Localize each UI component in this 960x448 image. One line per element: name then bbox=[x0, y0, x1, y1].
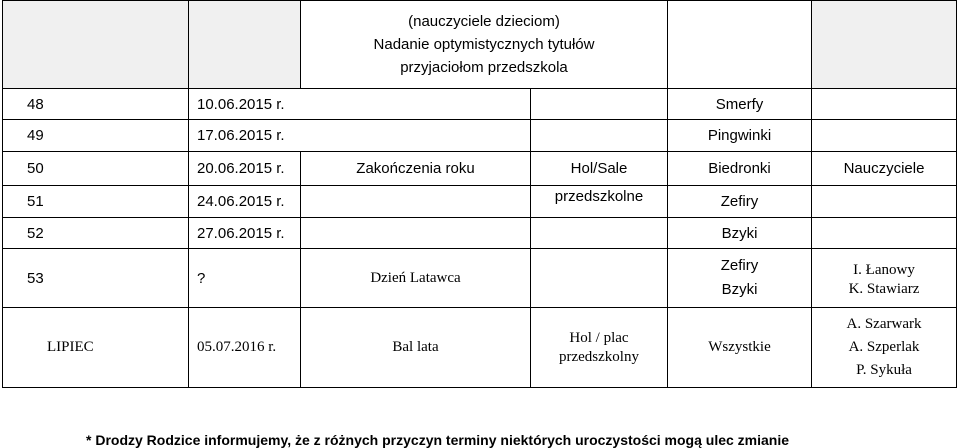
table-row bbox=[3, 89, 957, 120]
schedule-table bbox=[2, 0, 957, 388]
row-groups bbox=[668, 249, 812, 308]
row-group: Pingwinki bbox=[668, 120, 812, 152]
cell-empty bbox=[812, 89, 957, 120]
table-row bbox=[3, 186, 957, 218]
lead-name: K. Stawiarz bbox=[848, 281, 920, 297]
group-name: Bzyki bbox=[721, 281, 758, 298]
lead-name: A. Szarwark bbox=[846, 316, 922, 332]
row-date: 10.06.2015 r. bbox=[189, 89, 531, 120]
row-place: Hol/Sale bbox=[531, 152, 668, 186]
row-group: Biedronki bbox=[668, 152, 812, 186]
row-date: ? bbox=[189, 249, 301, 308]
row-lead: Nauczyciele bbox=[812, 152, 957, 186]
event-line: Nadanie optymistycznych tytułów bbox=[373, 36, 595, 53]
table-row bbox=[3, 1, 957, 89]
row-group: Zefiry bbox=[668, 186, 812, 218]
table-row bbox=[3, 249, 957, 308]
table-row bbox=[3, 152, 957, 186]
event-line: przyjaciołom przedszkola bbox=[400, 59, 568, 76]
row-month: LIPIEC bbox=[3, 308, 189, 388]
cell-empty bbox=[812, 120, 957, 152]
place-line: przedszkolny bbox=[559, 348, 639, 365]
place-line: Hol / plac bbox=[569, 329, 629, 346]
event-line: (nauczyciele dzieciom) bbox=[408, 13, 560, 30]
cell-empty bbox=[812, 186, 957, 218]
table-row bbox=[3, 218, 957, 249]
row-event: Zakończenia roku bbox=[301, 152, 531, 186]
row-date: 24.06.2015 r. bbox=[189, 186, 301, 218]
row-group: Smerfy bbox=[668, 89, 812, 120]
lead-name: P. Sykuła bbox=[856, 362, 912, 378]
row-event: Dzień Latawca bbox=[301, 249, 531, 308]
table-row bbox=[3, 120, 957, 152]
row-leads bbox=[812, 308, 957, 388]
row-number: 48 bbox=[3, 89, 189, 120]
footer-note: * Drodzy Rodzice informujemy, że z różnych przyczyn terminy niektórych uroczystości mogą ulec zmianie bbox=[86, 432, 790, 448]
group-name: Zefiry bbox=[720, 257, 759, 274]
cell-empty bbox=[189, 1, 301, 89]
row-event: Bal lata bbox=[301, 308, 531, 388]
row-place: przedszkolne bbox=[531, 186, 668, 218]
row-number: 50 bbox=[3, 152, 189, 186]
cell-empty bbox=[812, 1, 957, 89]
table-row bbox=[3, 308, 957, 388]
row-number: 53 bbox=[3, 249, 189, 308]
lead-name: A. Szperlak bbox=[848, 339, 920, 355]
row-place bbox=[531, 308, 668, 388]
cell-empty bbox=[668, 1, 812, 89]
cell-empty bbox=[531, 120, 668, 152]
event-description bbox=[301, 1, 668, 89]
cell-empty bbox=[531, 249, 668, 308]
cell-empty bbox=[301, 186, 531, 218]
row-leads bbox=[812, 249, 957, 308]
lead-name: I. Łanowy bbox=[853, 262, 915, 278]
row-number: 52 bbox=[3, 218, 189, 249]
cell-empty bbox=[531, 218, 668, 249]
row-group: Wszystkie bbox=[668, 308, 812, 388]
row-date: 05.07.2016 r. bbox=[189, 308, 301, 388]
row-date: 20.06.2015 r. bbox=[189, 152, 301, 186]
row-date: 27.06.2015 r. bbox=[189, 218, 301, 249]
cell-empty bbox=[301, 218, 531, 249]
cell-empty bbox=[812, 218, 957, 249]
row-number: 51 bbox=[3, 186, 189, 218]
row-group: Bzyki bbox=[668, 218, 812, 249]
row-number: 49 bbox=[3, 120, 189, 152]
row-date: 17.06.2015 r. bbox=[189, 120, 531, 152]
cell-empty bbox=[531, 89, 668, 120]
cell-empty bbox=[3, 1, 189, 89]
